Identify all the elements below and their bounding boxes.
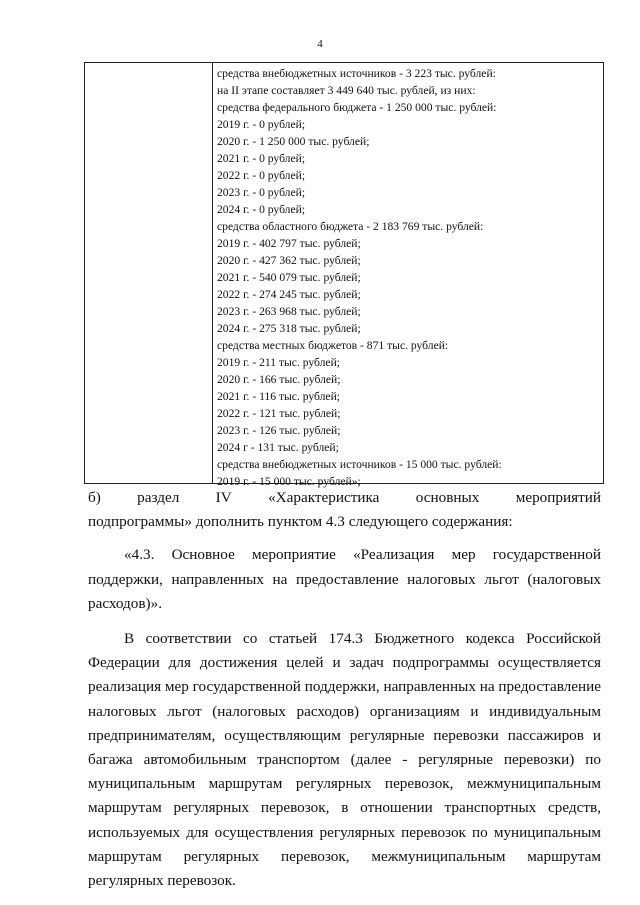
- table-line: 2024 г - 131 тыс. рублей;: [217, 441, 339, 454]
- table-line: 2023 г. - 263 968 тыс. рублей;: [217, 305, 361, 318]
- table-label-cell: [85, 63, 213, 483]
- table-line: средства внебюджетных источников - 3 223 тыс. рублей:: [217, 67, 496, 80]
- table-line: 2020 г. - 1 250 000 тыс. рублей;: [217, 135, 370, 148]
- table-line: средства внебюджетных источников - 15 000 тыс. рублей:: [217, 458, 502, 471]
- table-line: средства местных бюджетов - 871 тыс. рублей:: [217, 339, 449, 352]
- table-line: на II этапе составляет 3 449 640 тыс. рублей, из них:: [217, 84, 476, 97]
- table-line: 2019 г. - 211 тыс. рублей;: [217, 356, 341, 369]
- table-line: 2020 г. - 427 362 тыс. рублей;: [217, 254, 361, 267]
- table-line: 2023 г. - 126 тыс. рублей;: [217, 424, 341, 437]
- table-line: средства областного бюджета - 2 183 769 тыс. рублей:: [217, 220, 484, 233]
- table-value-cell: [213, 63, 603, 488]
- document-body: [88, 486, 601, 893]
- table-line: 2019 г. - 15 000 тыс. рублей»;: [217, 475, 361, 488]
- table-line: 2021 г. - 540 079 тыс. рублей;: [217, 271, 361, 284]
- table-line: 2024 г. - 0 рублей;: [217, 203, 306, 216]
- table-line: 2020 г. - 166 тыс. рублей;: [217, 373, 341, 386]
- table-line: 2022 г. - 0 рублей;: [217, 169, 306, 182]
- paragraph-4-3: «4.3. Основное мероприятие «Реализация мер государственной поддержки, направленных на предоставление налоговых льгот (налоговых расходов)».: [88, 546, 601, 612]
- table-line: 2019 г. - 0 рублей;: [217, 118, 306, 131]
- paragraph-b-line1: б) раздел IV «Характеристика основных мероприятий: [88, 489, 601, 506]
- table-line: 2021 г. - 116 тыс. рублей;: [217, 390, 341, 403]
- table-line: 2022 г. - 274 245 тыс. рублей;: [217, 288, 361, 301]
- table-line: 2019 г. - 402 797 тыс. рублей;: [217, 237, 361, 250]
- page-number: 4: [317, 38, 323, 50]
- table-line: 2024 г. - 275 318 тыс. рублей;: [217, 322, 361, 335]
- paragraph-main: В соответствии со статьей 174.3 Бюджетного кодекса Российской Федерации для достижения целей и задач подпрограммы осуществляется реализация мер государственной поддержки, направленных на предоставление налоговых льгот (налоговых расходов) организациям и индивидуальным предпринимателям, осуществляющим регулярные перевозки пассажиров и багажа автомобильным транспортом (далее - регулярные перевозки) по муниципальным маршрутам регулярных перевозок, межмуниципальным маршрутам регулярных перевозок, в отношении транспортных средств, используемых для осуществления регулярных перевозок по муниципальным маршрутам регулярных перевозок, межмуниципальным маршрутам регулярных перевозок.: [88, 630, 601, 890]
- table-line: средства федерального бюджета - 1 250 000 тыс. рублей:: [217, 101, 497, 114]
- table-line: 2023 г. - 0 рублей;: [217, 186, 306, 199]
- table-line: 2022 г. - 121 тыс. рублей;: [217, 407, 341, 420]
- table-line: 2021 г. - 0 рублей;: [217, 152, 306, 165]
- paragraph-b-line2: подпрограммы» дополнить пунктом 4.3 следующего содержания:: [88, 513, 513, 531]
- financing-table: [84, 62, 604, 488]
